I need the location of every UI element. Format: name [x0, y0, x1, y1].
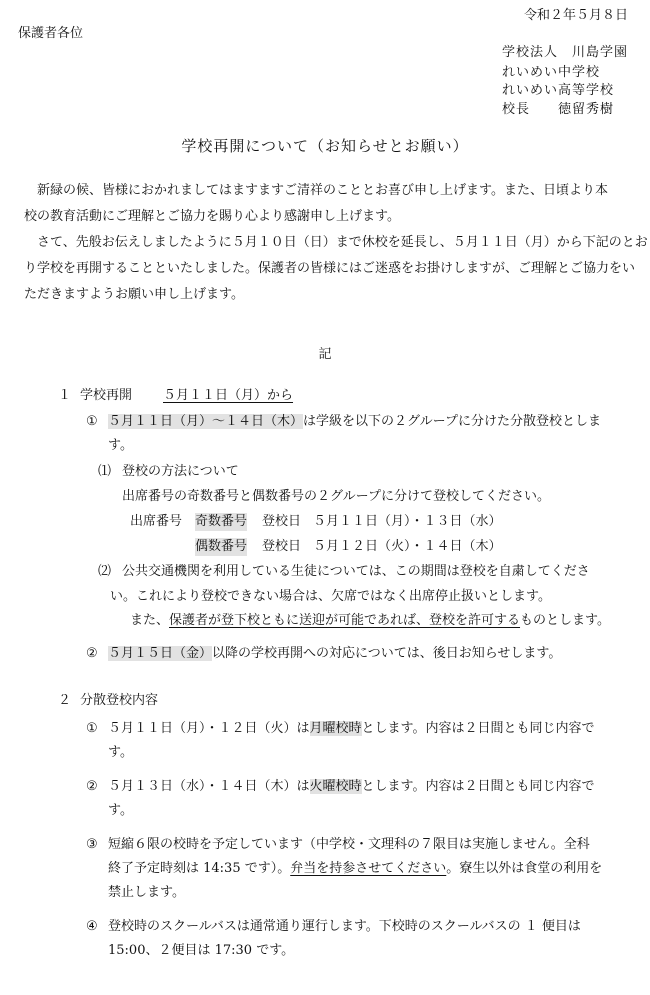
item-text-cont: す。 [108, 745, 133, 760]
sub-text: い。これにより登校できない場合は、欠席ではなく出席停止扱いとします。 [110, 589, 551, 604]
sub-text: また、保護者が登下校ともに送迎が可能であれば、登校を許可するものとします。 [130, 613, 610, 628]
sender-line: れいめい高等学校 [502, 83, 615, 98]
bring-lunch-notice: 弁当を持参させてください [290, 861, 447, 876]
intro-line: 校の教育活動にご理解とご協力を賜り心より感謝申し上げます。 [24, 209, 400, 224]
sender-line: れいめい中学校 [502, 65, 601, 80]
item-text: 登校時のスクールバスは通常通り運行します。下校時のスクールバスの １ 便目は [108, 919, 581, 934]
sub-desc: 出席番号の奇数番号と偶数番号の２グループに分けて登校してください。 [122, 489, 550, 504]
intro-line: ただきますようお願い申し上げます。 [24, 287, 244, 302]
item-text: ５月１１日（月）～１４日（木）は学級を以下の２グループに分けた分散登校としま [108, 414, 601, 429]
recipient: 保護者各位 [18, 26, 84, 41]
day-label: 登校日 [262, 514, 302, 529]
highlight-dates: ５月１１日（月）～１４日（木） [108, 414, 304, 429]
item-text: ５月１５日（金）以降の学校再開への対応については、後日お知らせします。 [108, 646, 562, 661]
item-text: 終了予定時刻は 14:35 です）。弁当を持参させてください。寮生以外は食堂の利用を [108, 861, 603, 876]
item-text: ５月１３日（水）・１４日（木）は火曜校時とします。内容は２日間とも同じ内容で [108, 779, 595, 794]
item-text: ５月１１日（月）・１２日（火）は月曜校時とします。内容は２日間とも同じ内容で [108, 721, 595, 736]
section-label: 学校再開 [80, 388, 133, 403]
section-label: 分散登校内容 [80, 693, 159, 708]
item-text: 15:00、２便目は 17:30 です。 [108, 943, 295, 958]
intro-line: 新緑の候、皆様におかれましてはますますご清祥のこととお喜び申し上げます。また、日頃より本 [37, 183, 608, 198]
group-odd: 奇数番号 [195, 514, 248, 529]
item-marker: ③ [86, 837, 98, 852]
sender-line: 校長 徳留秀樹 [502, 102, 615, 117]
day-dates: ５月１１日（月）・１３日（水） [313, 514, 502, 529]
group-even: 偶数番号 [195, 539, 248, 554]
intro-line: さて、先般お伝えしましたように５月１０日（日）まで休校を延長し、５月１１日（月）から下記のとお [37, 235, 648, 250]
sub-text: 公共交通機関を利用している生徒については、この期間は登校を自粛してくださ [122, 564, 590, 579]
highlight-date: ５月１５日（金） [108, 646, 213, 661]
item-text-cont: す。 [108, 803, 133, 818]
item-text-cont: す。 [108, 438, 133, 453]
section-number: ２ [58, 693, 72, 708]
document-date: 令和２年５月８日 [523, 8, 628, 23]
sender-line: 学校法人 川島学園 [502, 45, 629, 60]
sub-title: 登校の方法について [122, 464, 239, 479]
day-label: 登校日 [262, 539, 302, 554]
reopen-date: ５月１１日（月）から [163, 388, 294, 403]
row-label: 出席番号 [130, 514, 183, 529]
item-marker: ① [86, 721, 98, 736]
item-marker: ④ [86, 919, 98, 934]
item-marker: ① [86, 414, 98, 429]
item-marker: ② [86, 646, 98, 661]
day-dates: ５月１２日（火）・１４日（木） [313, 539, 502, 554]
item-text: 禁止します。 [108, 885, 185, 900]
section-number: １ [58, 388, 72, 403]
item-text: 短縮６限の校時を予定しています（中学校・文理科の７限目は実施しません。全科 [108, 837, 590, 852]
schedule-type: 火曜校時 [309, 779, 362, 794]
schedule-type: 月曜校時 [309, 721, 362, 736]
sub-marker: ⑵ [98, 564, 112, 579]
document-title: 学校再開について（お知らせとお願い） [181, 137, 469, 155]
intro-line: り学校を再開することといたしました。保護者の皆様にはご迷惑をお掛けしますが、ご理解とご協力をい [24, 261, 636, 276]
sub-marker: ⑴ [98, 464, 112, 479]
permission-condition: 保護者が登下校ともに送迎が可能であれば、登校を許可する [169, 613, 521, 628]
ki-heading: 記 [318, 347, 332, 362]
item-marker: ② [86, 779, 98, 794]
